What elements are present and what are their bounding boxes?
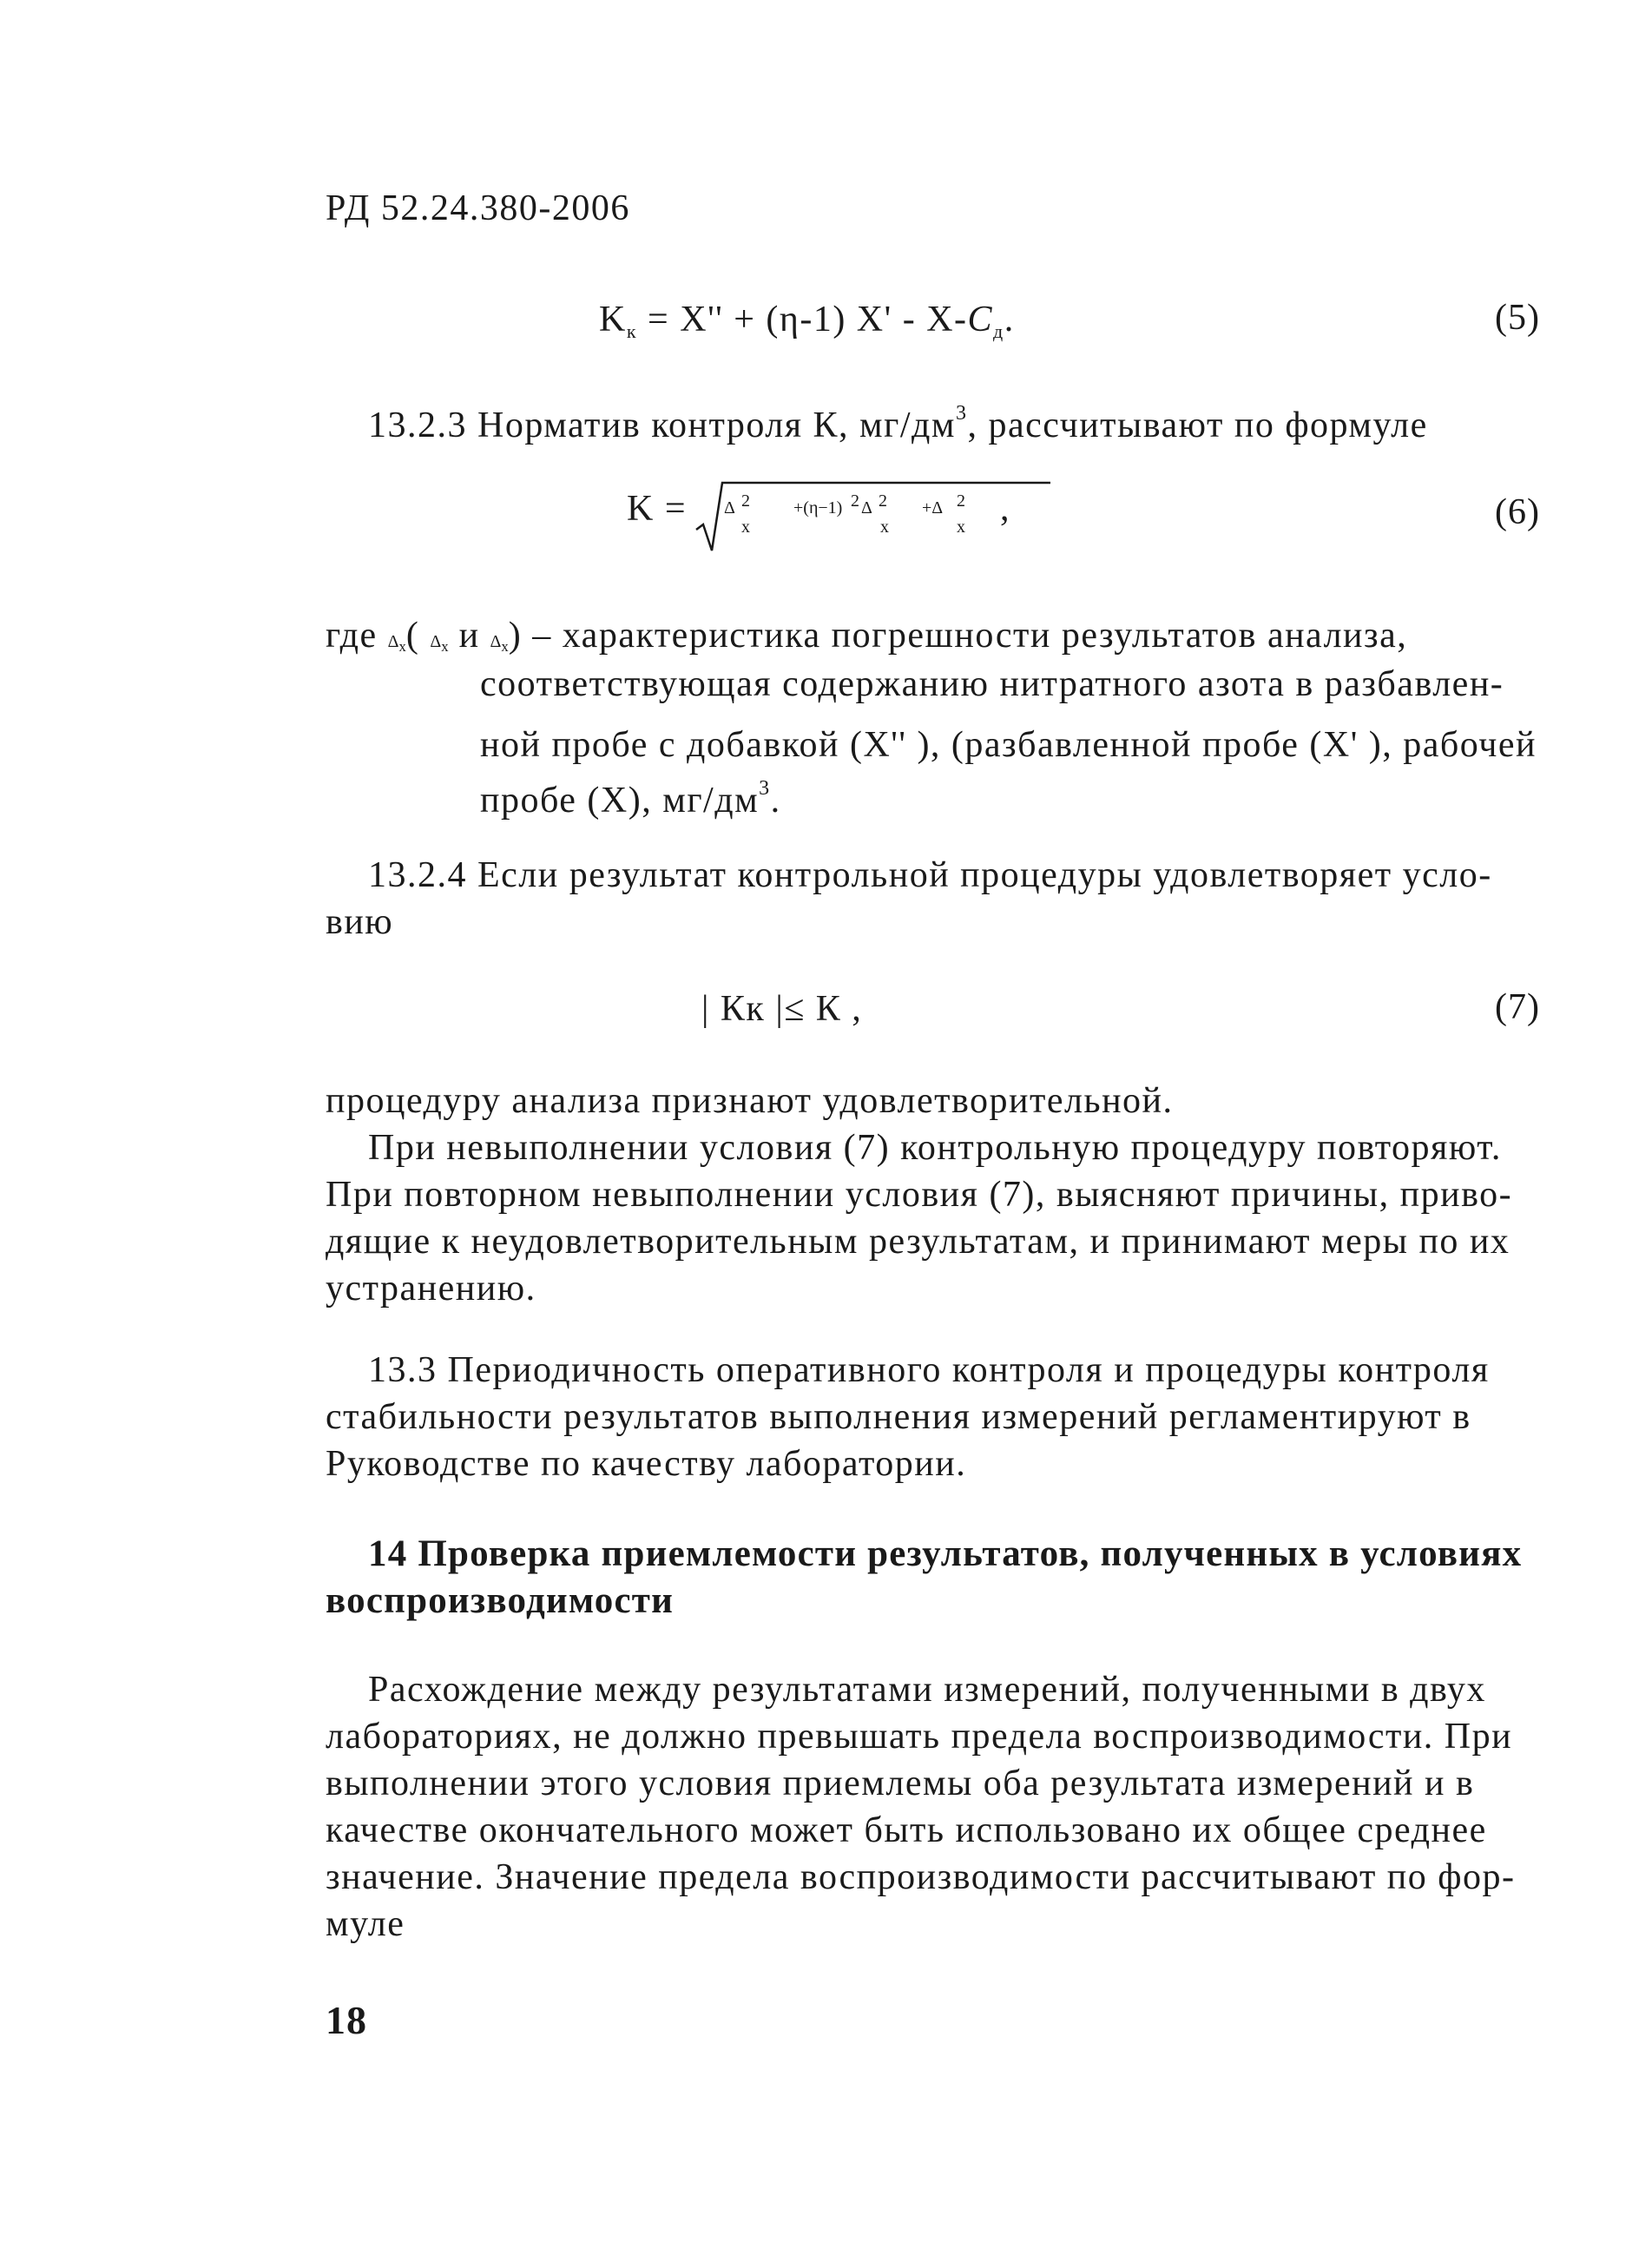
paragraph-14-line-6: муле (326, 1904, 405, 1944)
paragraph-after-7: процедуру анализа признают удовлетворительной. (326, 1081, 1174, 1121)
paragraph-14-line-3: выполнении этого условия приемлемы оба результата измерений и в (326, 1763, 1475, 1803)
paragraph-13-2-4-line-1: 13.2.4 Если результат контрольной процедуры удовлетворяет усло- (368, 855, 1492, 895)
formula-5-number: (5) (1495, 298, 1540, 338)
paragraph-14-line-1: Расхождение между результатами измерений, полученными в двух (368, 1670, 1486, 1710)
paragraph-fail-line-1: При невыполнении условия (7) контрольную процедуру повторяют. (368, 1128, 1502, 1168)
doc-code-header: РД 52.24.380-2006 (326, 188, 630, 228)
formula-6: K = Δ 2 x +(η−1) 2 Δ 2 x +Δ 2 x , (627, 476, 1113, 554)
paragraph-fail-line-4: устранению. (326, 1269, 536, 1309)
paragraph-fail-line-3: дящие к неудовлетворительным результатам, и принимают меры по их (326, 1222, 1510, 1262)
formula-5: $K_к = X'' + (\eta-1)$ X' - $X-C_д$. (599, 300, 1015, 342)
paragraph-14-line-2: лабораториях, не должно превышать предела воспроизводимости. При (326, 1717, 1513, 1757)
formula-7: | Кк |≤ К , (701, 989, 863, 1029)
page-number: 18 (326, 1998, 367, 2042)
section-14-heading-line-1: 14 Проверка приемлемости результатов, полученных в условиях (368, 1533, 1523, 1574)
paragraph-14-line-5: значение. Значение предела воспроизводимости рассчитывают по фор- (326, 1857, 1516, 1897)
paragraph-13-3-line-1: 13.3 Периодичность оперативного контроля и процедуры контроля (368, 1350, 1490, 1390)
formula-6-number: (6) (1495, 492, 1540, 532)
paragraph-fail-line-2: При повторном невыполнении условия (7), выясняют причины, приво- (326, 1175, 1513, 1215)
where-line-1: где $\Delta_x$( $\Delta_x$ и $\Delta_x$) – характеристика погрешности результатов анализа, (326, 616, 1408, 656)
where-line-4: пробе (X), $мг/дм^3$. (480, 777, 781, 821)
paragraph-13-3-line-2: стабильности результатов выполнения измерений регламентируют в (326, 1397, 1471, 1437)
where-line-3: ной пробе с добавкой (X'' ), (разбавленной пробе (X' ), рабочей (480, 725, 1537, 765)
paragraph-14-line-4: качестве окончательного может быть использовано их общее среднее (326, 1810, 1487, 1850)
paragraph-13-3-line-3: Руководстве по качеству лаборатории. (326, 1444, 967, 1484)
paragraph-13-2-4-line-2: вию (326, 902, 394, 942)
section-14-heading-line-2: воспроизводимости (326, 1580, 675, 1621)
where-line-2: соответствующая содержанию нитратного азота в разбавлен- (480, 664, 1504, 704)
formula-7-number: (7) (1495, 987, 1540, 1027)
paragraph-13-2-3: 13.2.3 Норматив контроля К, $мг/дм^3$, рассчитывают по формуле (368, 402, 1428, 445)
